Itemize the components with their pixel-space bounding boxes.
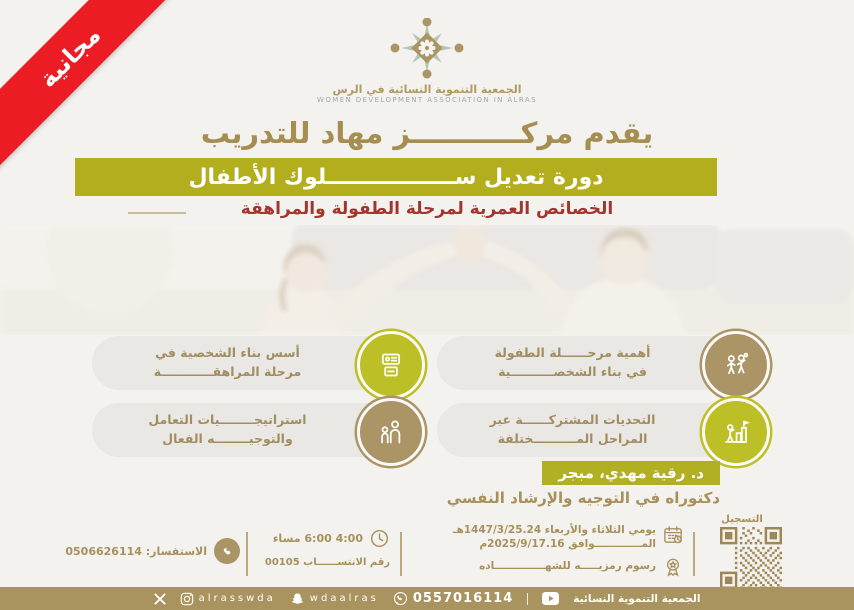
snapchat-handle: wdaalras — [309, 593, 379, 604]
registration-label: التسجيل — [721, 514, 763, 525]
phone-badge — [214, 538, 240, 564]
course-title: دورة تعديل ســـــــــــــــــلوك الأطفال — [188, 164, 604, 190]
phone-icon — [220, 544, 234, 558]
topic-card-common-challenges — [437, 403, 762, 457]
topic-line: والتوجيــــــــه الفعال — [162, 430, 293, 446]
date-line-2: المـــــــــــــوافق 2025/9/17.16م — [479, 537, 656, 550]
footer-divider — [527, 593, 528, 605]
association-logo-icon — [381, 18, 473, 82]
fees-line: رسوم رمزيـــــه للشهــــــــــــــاده — [479, 560, 656, 573]
clock-icon — [369, 528, 390, 549]
footer-org-label: الجمعية التنموية النسائية — [573, 592, 701, 605]
presents-title: يقدم مركـــــــــــز مهاد للتدريب — [200, 116, 654, 150]
children-photo-illustration — [0, 225, 854, 335]
topic-line: استراتيجــــــــيات التعامل — [148, 412, 307, 427]
date-line-1: يومي الثلاثاء والأربعاء 1447/3/25.24هـ — [452, 524, 656, 536]
topic-line: مرحلة المراهقــــــــــــة — [153, 363, 302, 379]
instagram-icon — [180, 592, 194, 606]
topic-card-childhood-importance — [437, 336, 762, 390]
divider — [246, 532, 248, 576]
youtube-icon — [542, 592, 559, 605]
org-name-english: WOMEN DEVELOPMENT ASSOCIATION IN ALRAS — [317, 96, 537, 104]
growth-steps-icon — [722, 418, 750, 446]
presenter-name: د. رقية مهدي، مبجر — [542, 461, 720, 485]
presenter-degree: دكتوراه في التوجيه والإرشاد النفسي — [446, 489, 720, 507]
course-subtitle: الخصائص العمرية لمرحلة الطفولة والمراهقة — [240, 199, 614, 219]
children-photo — [0, 225, 854, 335]
certificate-icon — [662, 556, 684, 578]
instagram-handle: alrasswda — [198, 593, 276, 604]
children-icon — [722, 351, 750, 379]
footer-bar — [0, 587, 854, 610]
topic-line: في بناء الشخصــــــــــية — [498, 363, 647, 379]
inquiry-text: الاستفسار: 0506626114 — [65, 544, 207, 558]
topic-circle — [357, 331, 425, 399]
org-name-arabic: الجمعية التنموية النسائية في الرس — [332, 83, 522, 96]
topic-line: أسس بناء الشخصية في — [155, 345, 300, 360]
topic-circle — [357, 398, 425, 466]
whatsapp-group — [393, 591, 513, 606]
topic-card-personality-foundations — [92, 336, 417, 390]
registration-qr-code — [720, 527, 782, 589]
twitter-x-icon — [154, 593, 166, 605]
topic-line: أهمية مرحــــــلة الطفولة — [494, 345, 651, 360]
topic-circle — [702, 398, 770, 466]
calendar-icon — [662, 524, 684, 546]
id-card-icon — [377, 351, 405, 379]
registration-block — [702, 514, 782, 589]
free-ribbon-label: مجانية — [33, 20, 107, 94]
time-text: 4:00 6:00 مساء — [272, 532, 363, 545]
date-fees-block — [404, 524, 684, 578]
topic-line: التحديات المشتركــــــة عبر — [489, 412, 656, 427]
course-title-banner — [75, 158, 717, 196]
instagram-group — [180, 592, 276, 606]
subtitle-decor-line — [128, 212, 186, 214]
topic-circle — [702, 331, 770, 399]
topic-line: المراحل المــــــــــختلفة — [497, 430, 648, 446]
time-block — [252, 528, 390, 568]
inquiry-block — [60, 538, 240, 564]
topics-grid — [92, 336, 762, 457]
whatsapp-icon — [393, 591, 408, 606]
snapchat-group — [290, 592, 379, 606]
topic-card-strategies — [92, 403, 417, 457]
snapchat-icon — [290, 592, 305, 606]
divider — [693, 532, 695, 576]
divider — [400, 532, 402, 576]
whatsapp-number: 0557016114 — [412, 591, 514, 606]
family-icon — [377, 418, 405, 446]
enroll-line: رقم الانتســــــاب 00105 — [264, 557, 390, 568]
